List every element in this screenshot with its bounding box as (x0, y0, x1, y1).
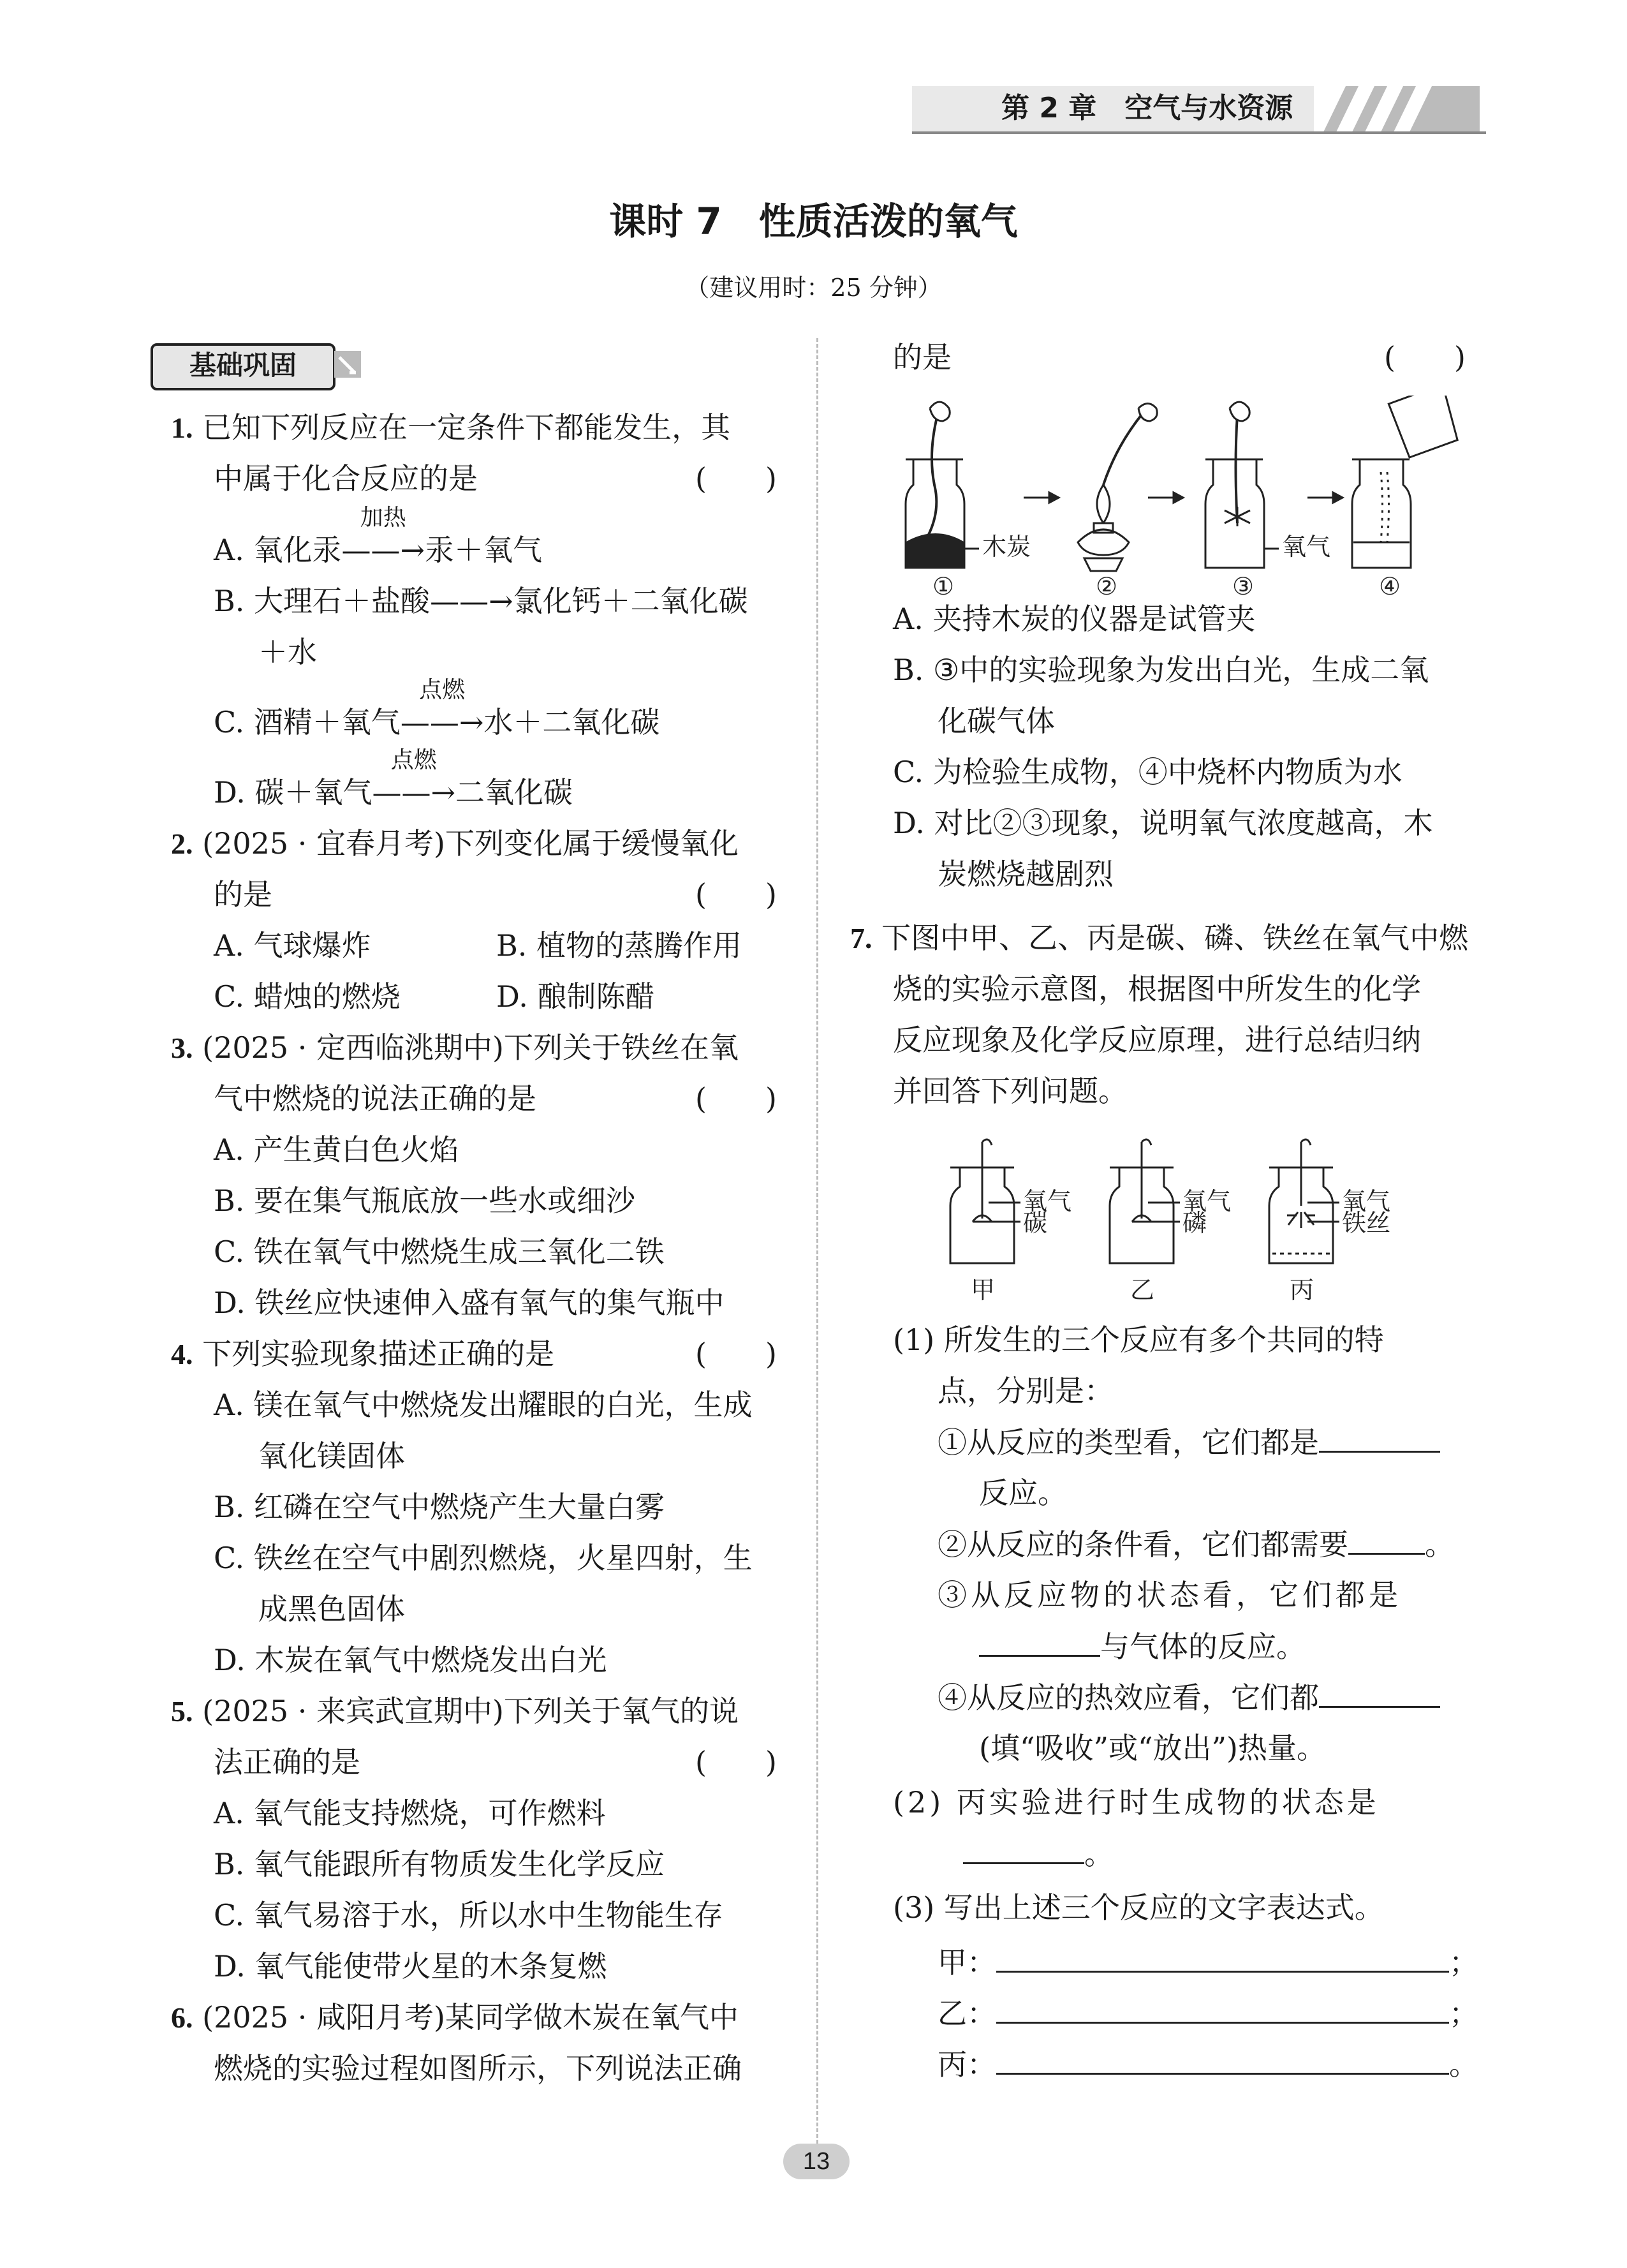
q1-answer-paren: ( ) (695, 461, 777, 496)
chapter-title: 空气与水资源 (1124, 92, 1293, 124)
q3-option-b[interactable]: B. 要在集气瓶底放一些水或细沙 (214, 1183, 636, 1218)
q6-option-b-cont: 化碳气体 (938, 704, 1055, 738)
section-badge: 基础巩固 (151, 343, 335, 390)
q5-option-c[interactable]: C. 氧气易溶于水，所以水中生物能生存 (214, 1898, 723, 1932)
q3-stem-2: 气中燃烧的说法正确的是 (214, 1081, 536, 1116)
q7-yi-phosphorus: 磷 (1182, 1209, 1207, 1237)
q7-p1-d: ④从反应的热效应看，它们都 (938, 1678, 1440, 1717)
q7-experiment-figure (938, 1136, 1422, 1308)
q6-option-b[interactable]: B. ③中的实验现象为发出白光，生成二氧 (893, 653, 1429, 687)
q6-label-oxygen: 氧气 (1282, 533, 1331, 561)
q7-stem-4: 并回答下列问题。 (893, 1074, 1128, 1108)
q7-blank-4[interactable] (1319, 1678, 1440, 1708)
q7-jia-carbon: 碳 (1023, 1209, 1048, 1237)
q2-option-c[interactable]: C. 蜡烛的燃烧 (214, 979, 401, 1014)
q7-label-yi: 乙 (1130, 1276, 1155, 1304)
q6-fig-label-4: ④ (1379, 572, 1401, 600)
q7-stem-3: 反应现象及化学反应原理，进行总结归纳 (893, 1023, 1421, 1057)
q3-option-c[interactable]: C. 铁在氧气中燃烧生成三氧化二铁 (214, 1234, 665, 1269)
q6-option-c[interactable]: C. 为检验生成物，④中烧杯内物质为水 (893, 755, 1402, 789)
q7-stem-1: 7. 下图中甲、乙、丙是碳、磷、铁丝在氧气中燃 (850, 921, 1469, 955)
q4-answer-paren: ( ) (695, 1337, 777, 1371)
q7-eq-jia: 甲： ； (938, 1943, 1478, 1982)
q1-option-b-cont: ＋水 (258, 635, 317, 669)
q7-p1-line1: (1) 所发生的三个反应有多个共同的特 (893, 1323, 1384, 1357)
lesson-title: 课时 7 性质活泼的氧气 (609, 200, 1018, 243)
q7-p1-c: ③从反应物的状态看，它们都是 (938, 1578, 1402, 1612)
q4-stem-1: 4. 下列实验现象描述正确的是 (171, 1337, 555, 1371)
page-number: 13 (783, 2144, 850, 2179)
q6-option-d[interactable]: D. 对比②③现象，说明氧气浓度越高，木 (893, 806, 1433, 840)
q2-stem-2: 的是 (214, 877, 272, 912)
q7-label-jia: 甲 (971, 1276, 996, 1304)
q7-p2-answer: 。 (963, 1834, 1114, 1873)
q6-fig-label-1: ① (932, 572, 955, 600)
q3-option-d[interactable]: D. 铁丝应快速伸入盛有氧气的集气瓶中 (214, 1286, 725, 1320)
q1-option-b[interactable]: B. 大理石＋盐酸——→氯化钙＋二氧化碳 (214, 584, 748, 618)
q7-jia-oxygen: 氧气 (1023, 1187, 1072, 1215)
q6-experiment-figure (893, 396, 1480, 600)
q7-bing-iron: 铁丝 (1342, 1209, 1391, 1237)
q3-stem-1: 3. (2025 · 定西临洮期中)下列关于铁丝在氧 (171, 1030, 739, 1065)
q6-stem-1: 6. (2025 · 咸阳月考)某同学做木炭在氧气中 (171, 2000, 739, 2035)
q2-option-b[interactable]: B. 植物的蒸腾作用 (496, 928, 742, 963)
header-rule (912, 131, 1486, 134)
q3-option-a[interactable]: A. 产生黄白色火焰 (214, 1132, 459, 1167)
q7-blank-yi[interactable] (996, 1994, 1449, 2024)
q6-option-d-cont: 炭燃烧越剧烈 (938, 857, 1114, 891)
q5-option-d[interactable]: D. 氧气能使带火星的木条复燃 (214, 1949, 607, 1983)
q6-fig-label-3: ③ (1232, 572, 1255, 600)
edit-icon (333, 350, 362, 379)
q7-blank-bing[interactable] (996, 2045, 1449, 2075)
q7-p1-line2: 点，分别是： (938, 1374, 1114, 1408)
q5-stem-2: 法正确的是 (214, 1745, 360, 1779)
q4-option-c-cont: 成黑色固体 (258, 1592, 405, 1626)
q7-label-bing: 丙 (1290, 1276, 1314, 1304)
q5-answer-paren: ( ) (695, 1745, 777, 1779)
q3-answer-paren: ( ) (695, 1081, 777, 1116)
q4-option-b[interactable]: B. 红磷在空气中燃烧产生大量白雾 (214, 1490, 665, 1524)
q7-p3: (3) 写出上述三个反应的文字表达式。 (893, 1890, 1384, 1925)
q2-option-d[interactable]: D. 酿制陈醋 (496, 979, 655, 1014)
q2-answer-paren: ( ) (695, 877, 777, 912)
q6-fig-label-2: ② (1096, 572, 1118, 600)
q1-option-a[interactable]: A. 氧化汞 加热 ——→汞＋氧气 (214, 505, 543, 567)
q7-blank-2[interactable] (1348, 1525, 1425, 1555)
q2-stem-1: 2. (2025 · 宜春月考)下列变化属于缓慢氧化 (171, 826, 739, 861)
q4-option-c[interactable]: C. 铁丝在空气中剧烈燃烧，火星四射，生 (214, 1541, 753, 1575)
q6-option-a[interactable]: A. 夹持木炭的仪器是试管夹 (893, 602, 1256, 636)
header-chapter (1001, 89, 1293, 128)
q7-eq-bing: 丙： 。 (938, 2045, 1478, 2084)
q7-eq-yi: 乙： ； (938, 1994, 1478, 2033)
q1-option-d[interactable]: D. 碳＋氧气 点燃 ——→二氧化碳 (214, 747, 573, 810)
q7-yi-oxygen: 氧气 (1182, 1187, 1232, 1215)
q7-blank-jia[interactable] (996, 1943, 1449, 1973)
q7-p1-a: ①从反应的类型看，它们都是 (938, 1423, 1440, 1462)
q4-option-d[interactable]: D. 木炭在氧气中燃烧发出白光 (214, 1643, 607, 1677)
q7-blank-1[interactable] (1319, 1423, 1440, 1453)
q6-label-charcoal: 木炭 (982, 533, 1031, 561)
q7-blank-5[interactable] (963, 1834, 1084, 1864)
q7-p1-d-cont: (填“吸收”或“放出”)热量。 (979, 1731, 1326, 1765)
column-divider (816, 338, 818, 2144)
q5-option-b[interactable]: B. 氧气能跟所有物质发生化学反应 (214, 1847, 665, 1881)
q4-option-a[interactable]: A. 镁在氧气中燃烧发出耀眼的白光，生成 (214, 1388, 753, 1422)
q2-option-a[interactable]: A. 气球爆炸 (214, 928, 371, 963)
q5-option-a[interactable]: A. 氧气能支持燃烧，可作燃料 (214, 1796, 606, 1830)
q7-bing-oxygen: 氧气 (1342, 1187, 1391, 1215)
q1-stem-1: 1. 已知下列反应在一定条件下都能发生，其 (171, 410, 731, 445)
chapter-number: 第 2 章 (1001, 92, 1097, 124)
suggested-time: （建议用时：25 分钟） (685, 274, 942, 302)
q7-p1-b: ②从反应的条件看，它们都需要 。 (938, 1525, 1454, 1564)
q7-p1-a-cont: 反应。 (979, 1476, 1067, 1510)
q1-stem-2: 中属于化合反应的是 (214, 461, 478, 496)
q4-option-a-cont: 氧化镁固体 (258, 1439, 405, 1473)
q1-option-c[interactable]: C. 酒精＋氧气 点燃 ——→水＋二氧化碳 (214, 677, 660, 739)
q5-stem-1: 5. (2025 · 来宾武宣期中)下列关于氧气的说 (171, 1694, 739, 1728)
q7-p2: (2) 丙实验进行时生成物的状态是 (893, 1785, 1380, 1820)
q7-p1-c-cont: 与气体的反应。 (979, 1627, 1306, 1666)
q6-answer-paren: ( ) (1384, 340, 1466, 374)
q7-blank-3[interactable] (979, 1627, 1100, 1657)
q6-stem-3: 的是 (893, 340, 952, 374)
q6-stem-2: 燃烧的实验过程如图所示，下列说法正确 (214, 2051, 742, 2086)
q7-stem-2: 烧的实验示意图，根据图中所发生的化学 (893, 972, 1421, 1006)
